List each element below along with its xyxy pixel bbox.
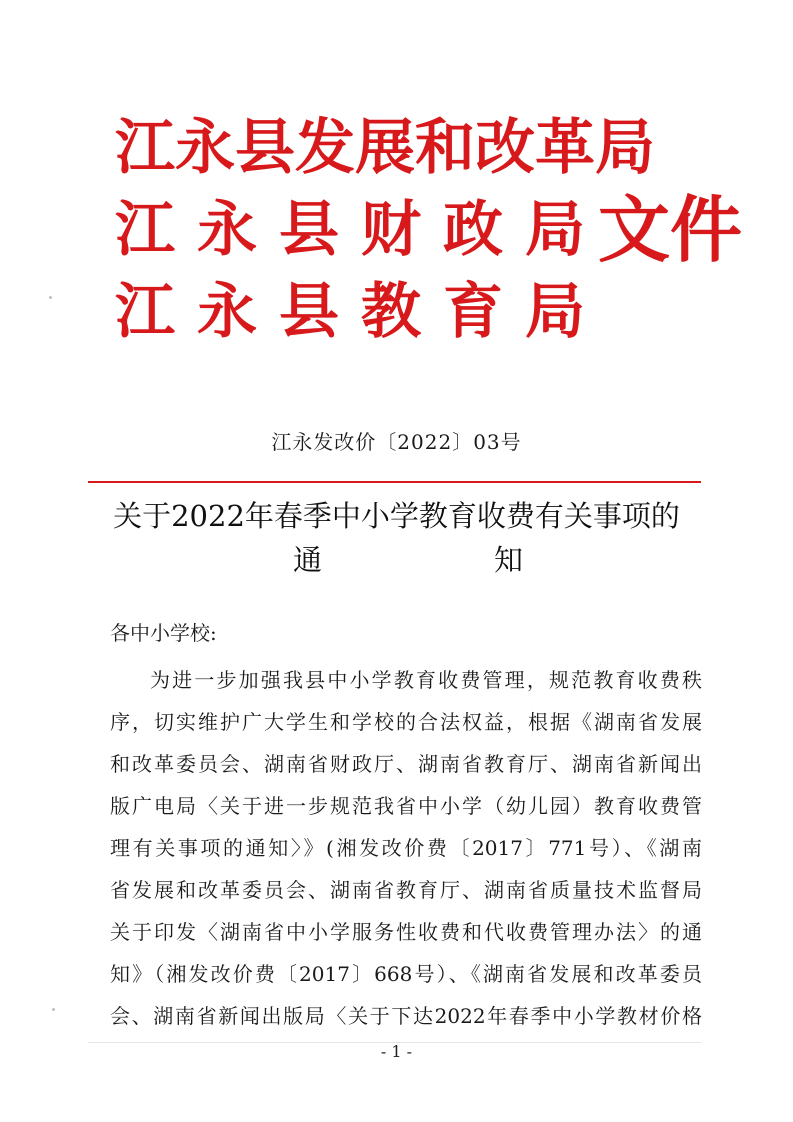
issuer-char: 展 <box>355 113 415 183</box>
document-number: 江永发改价〔2022〕03号 <box>271 430 522 454</box>
issuer-char: 育 <box>443 277 503 347</box>
issuer-char: 江 <box>115 113 175 183</box>
document-title: 关于2022年春季中小学教育收费有关事项的 <box>113 499 680 533</box>
issuer-char: 改 <box>475 113 535 183</box>
page-number: - 1 - <box>380 1042 413 1061</box>
scan-speck <box>52 1008 55 1011</box>
body-line: 序，切实维护广大学生和学校的合法权益，根据《湖南省发展 <box>110 710 702 734</box>
issuer-char: 永 <box>197 277 257 347</box>
body-line: 省发展和改革委员会、湖南省教育厅、湖南省质量技术监督局 <box>110 878 702 902</box>
body-line: 会、湖南省新闻出版局〈关于下达2022年春季中小学教材价格 <box>110 1004 702 1028</box>
issuer-education-bureau <box>115 277 585 347</box>
issuing-authorities <box>115 113 655 364</box>
issuer-char: 永 <box>197 195 257 265</box>
body-paragraph <box>110 659 702 1037</box>
body-line: 理有关事项的通知〉》(湘发改价费〔2017〕771号）、《湖南 <box>110 836 702 860</box>
issuer-char: 县 <box>279 277 339 347</box>
issuer-development-reform-bureau <box>115 113 655 183</box>
red-separator-line <box>88 481 701 483</box>
issuer-finance-bureau <box>115 195 585 265</box>
issuer-char: 教 <box>361 277 421 347</box>
issuer-char: 和 <box>415 113 475 183</box>
issuer-char: 财 <box>361 195 421 265</box>
body-line: 关于印发〈湖南省中小学服务性收费和代收费管理办法〉的通 <box>110 920 702 944</box>
title-char: 知 <box>493 543 523 577</box>
document-type-label: 文件 <box>598 187 743 272</box>
issuer-char: 局 <box>595 113 655 183</box>
issuer-char: 局 <box>525 277 585 347</box>
body-line: 为进一步加强我县中小学教育收费管理，规范教育收费秩 <box>150 668 702 692</box>
scan-speck <box>49 296 52 299</box>
document-title-notice <box>293 540 523 580</box>
issuer-char: 县 <box>279 195 339 265</box>
issuer-char: 政 <box>443 195 503 265</box>
body-line: 和改革委员会、湖南省财政厅、湖南省教育厅、湖南省新闻出 <box>110 752 702 776</box>
issuer-char: 江 <box>115 195 175 265</box>
title-char: 通 <box>293 543 323 577</box>
issuer-char: 县 <box>235 113 295 183</box>
body-line: 版广电局〈关于进一步规范我省中小学（幼儿园）教育收费管 <box>110 794 702 818</box>
issuer-char: 永 <box>175 113 235 183</box>
issuer-char: 江 <box>115 277 175 347</box>
issuer-char: 局 <box>525 195 585 265</box>
issuer-char: 发 <box>295 113 355 183</box>
body-line: 知》（湘发改价费〔2017〕668号）、《湖南省发展和改革委员 <box>110 962 702 986</box>
salutation: 各中小学校: <box>110 621 217 645</box>
issuer-char: 革 <box>535 113 595 183</box>
